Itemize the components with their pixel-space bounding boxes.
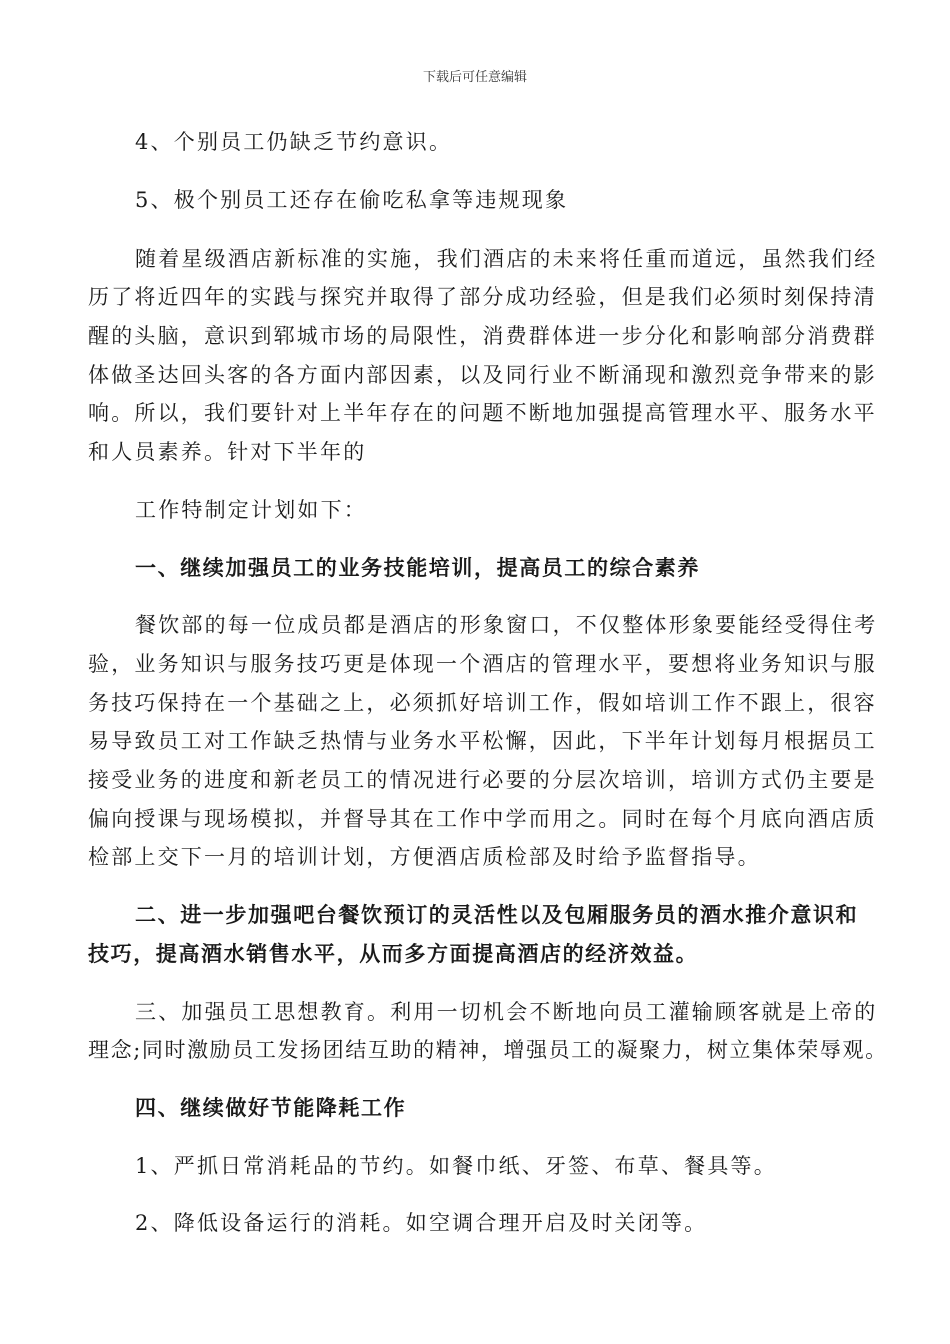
- paragraph-line: 历了将近四年的实践与探究并取得了部分成功经验，但是我们必须时刻保持清: [88, 285, 877, 309]
- paragraph-line: 接受业务的进度和新老员工的情况进行必要的分层次培训，培训方式仍主要是: [88, 768, 877, 792]
- paragraph-line: 三、加强员工思想教育。利用一切机会不断地向员工灌输顾客就是上帝的: [135, 1000, 878, 1024]
- section-heading-2: 二、进一步加强吧台餐饮预订的灵活性以及包厢服务员的酒水推介意识和: [135, 903, 859, 927]
- paragraph-line: 理念;同时激励员工发扬团结互助的精神，增强员工的凝聚力，树立集体荣辱观。: [88, 1038, 888, 1062]
- paragraph-line: 偏向授课与现场模拟，并督导其在工作中学而用之。同时在每个月底向酒店质: [88, 807, 877, 831]
- paragraph-line: 和人员素养。针对下半年的: [88, 440, 367, 464]
- paragraph-line: 检部上交下一月的培训计划，方便酒店质检部及时给予监督指导。: [88, 845, 761, 869]
- paragraph-line: 工作特制定计划如下：: [135, 498, 367, 522]
- section-heading-1: 一、继续加强员工的业务技能培训，提高员工的综合素养: [135, 556, 700, 580]
- list-item-4: 4、个别员工仍缺乏节约意识。: [135, 130, 453, 154]
- list-item-5: 5、极个别员工还存在偷吃私拿等违规现象: [135, 188, 569, 212]
- section-heading-4: 四、继续做好节能降耗工作: [135, 1096, 407, 1120]
- paragraph-line: 验，业务知识与服务技巧更是体现一个酒店的管理水平，要想将业务知识与服: [88, 652, 877, 676]
- paragraph-line: 体做圣达回头客的各方面内部因素，以及同行业不断涌现和激烈竞争带来的影: [88, 363, 877, 387]
- paragraph-line: 务技巧保持在一个基础之上，必须抓好培训工作，假如培训工作不跟上，很容: [88, 691, 877, 715]
- paragraph-line: 醒的头脑，意识到郓城市场的局限性，消费群体进一步分化和影响部分消费群: [88, 324, 877, 348]
- list-item-1: 1、严抓日常消耗品的节约。如餐巾纸、牙签、布草、餐具等。: [135, 1154, 777, 1178]
- paragraph-line: 易导致员工对工作缺乏热情与业务水平松懈，因此，下半年计划每月根据员工: [88, 729, 877, 753]
- page-header: 下载后可任意编辑: [422, 70, 527, 85]
- section-heading-2-cont: 技巧，提高酒水销售水平，从而多方面提高酒店的经济效益。: [88, 942, 699, 966]
- list-item-2: 2、降低设备运行的消耗。如空调合理开启及时关闭等。: [135, 1211, 708, 1235]
- paragraph-line: 餐饮部的每一位成员都是酒店的形象窗口，不仅整体形象要能经受得住考: [135, 613, 878, 637]
- paragraph-line: 随着星级酒店新标准的实施，我们酒店的未来将任重而道远，虽然我们经: [135, 247, 878, 271]
- paragraph-line: 响。所以，我们要针对上半年存在的问题不断地加强提高管理水平、服务水平: [88, 401, 877, 425]
